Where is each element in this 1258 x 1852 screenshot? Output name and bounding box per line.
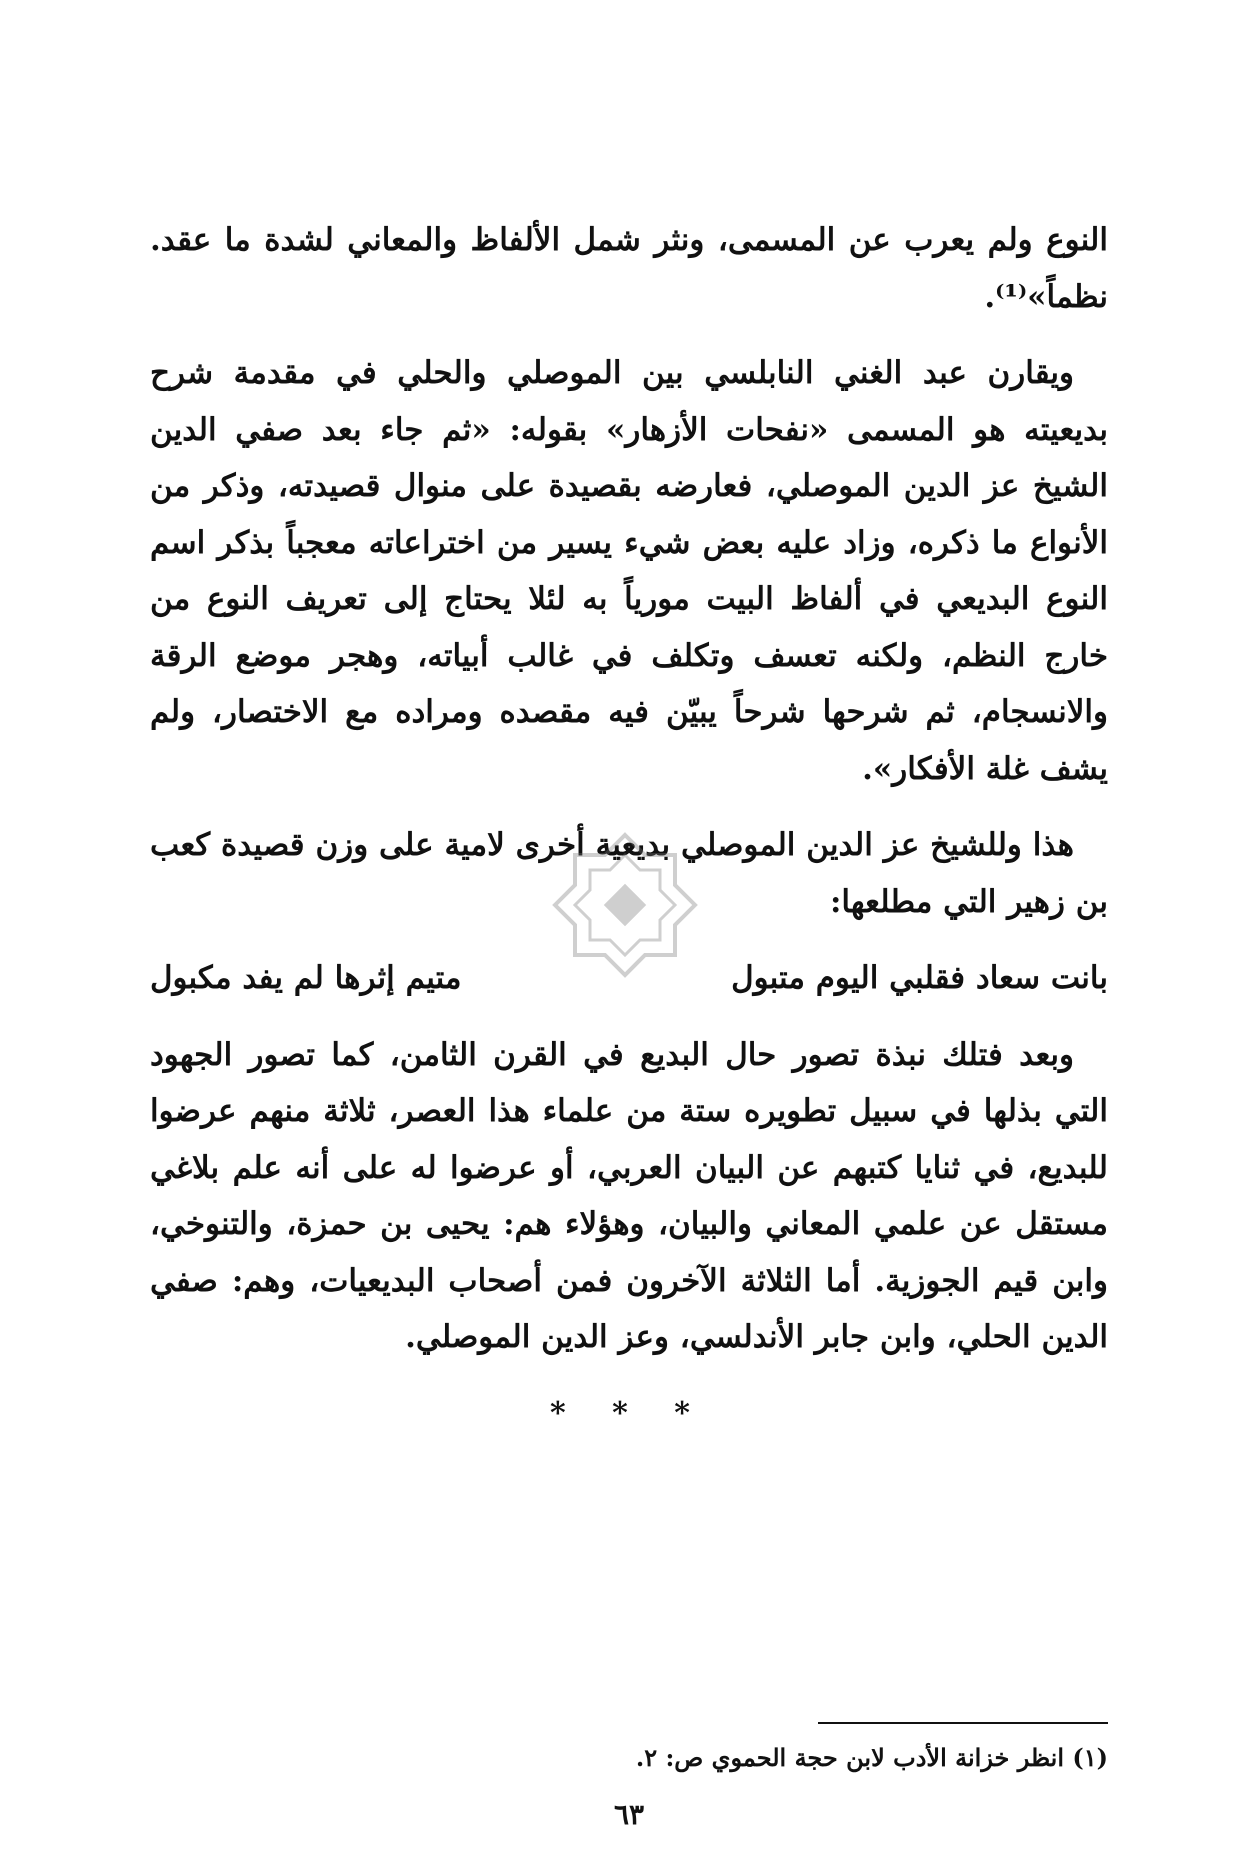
page-number: ٦٣ (613, 1798, 645, 1831)
paragraph-continuation: النوع ولم يعرب عن المسمى، ونثر شمل الألفاظ والمعاني لشدة ما عقد. نظماً»⁽¹⁾. (150, 222, 1108, 315)
main-text (150, 212, 1108, 1442)
verse-first-hemistich: بانت سعاد فقلبي اليوم متبول (731, 960, 1108, 996)
verse-second-hemistich: متيم إثرها لم يفد مكبول (150, 960, 462, 996)
footnote-divider (818, 1722, 1108, 1724)
paragraph-summary: وبعد فتلك نبذة تصور حال البديع في القرن الثامن، كما تصور الجهود التي بذلها في سبيل تطويره ستة من علماء هذا العصر، ثلاثة منهم عرضوا للبديع، في ثنايا كتبهم عن البيان العربي، أو عرضوا له على أنه علم بلاغي مستقل عن علمي المعاني والبيان، وهؤلاء هم: يحيى بن حمزة، والتنوخي، وابن قيم الجوزية. أما الثلاثة الآخرون فمن أصحاب البديعيات، وهم: صفي الدين الحلي، وابن جابر الأندلسي، وعز الدين الموصلي. (150, 1036, 1108, 1355)
section-separator: * * * (550, 1395, 708, 1431)
footnote: (١) انظر خزانة الأدب لابن حجة الحموي ص: ٢. (635, 1743, 1108, 1772)
paragraph-nabulsi-comparison: ويقارن عبد الغني النابلسي بين الموصلي والحلي في مقدمة شرح بديعيته هو المسمى «نفحات الأزهار» بقوله: «ثم جاء بعد صفي الدين الشيخ عز الدين الموصلي، فعارضه بقصيدة على منوال قصيدته، وذكر من الأنواع ما ذكره، وزاد عليه بعض شيء يسير من اختراعاته معجباً بذكر اسم النوع البديعي في ألفاظ البيت مورياً به لئلا يحتاج إلى تعريف النوع من خارج النظم، ولكنه تعسف وتكلف في غالب أبياته، وهجر موضع الرقة والانسجام، ثم شرحها شرحاً يبيّن فيه مقصده ومراده مع الاختصار، ولم يشف غلة الأفكار». (150, 355, 1108, 787)
library-watermark-seal-icon (550, 830, 700, 980)
paragraph-mosuli-badiiya: هذا وللشيخ عز الدين الموصلي بديعية أخرى لامية على وزن قصيدة كعب بن زهير التي مطلعها: (150, 827, 1108, 920)
